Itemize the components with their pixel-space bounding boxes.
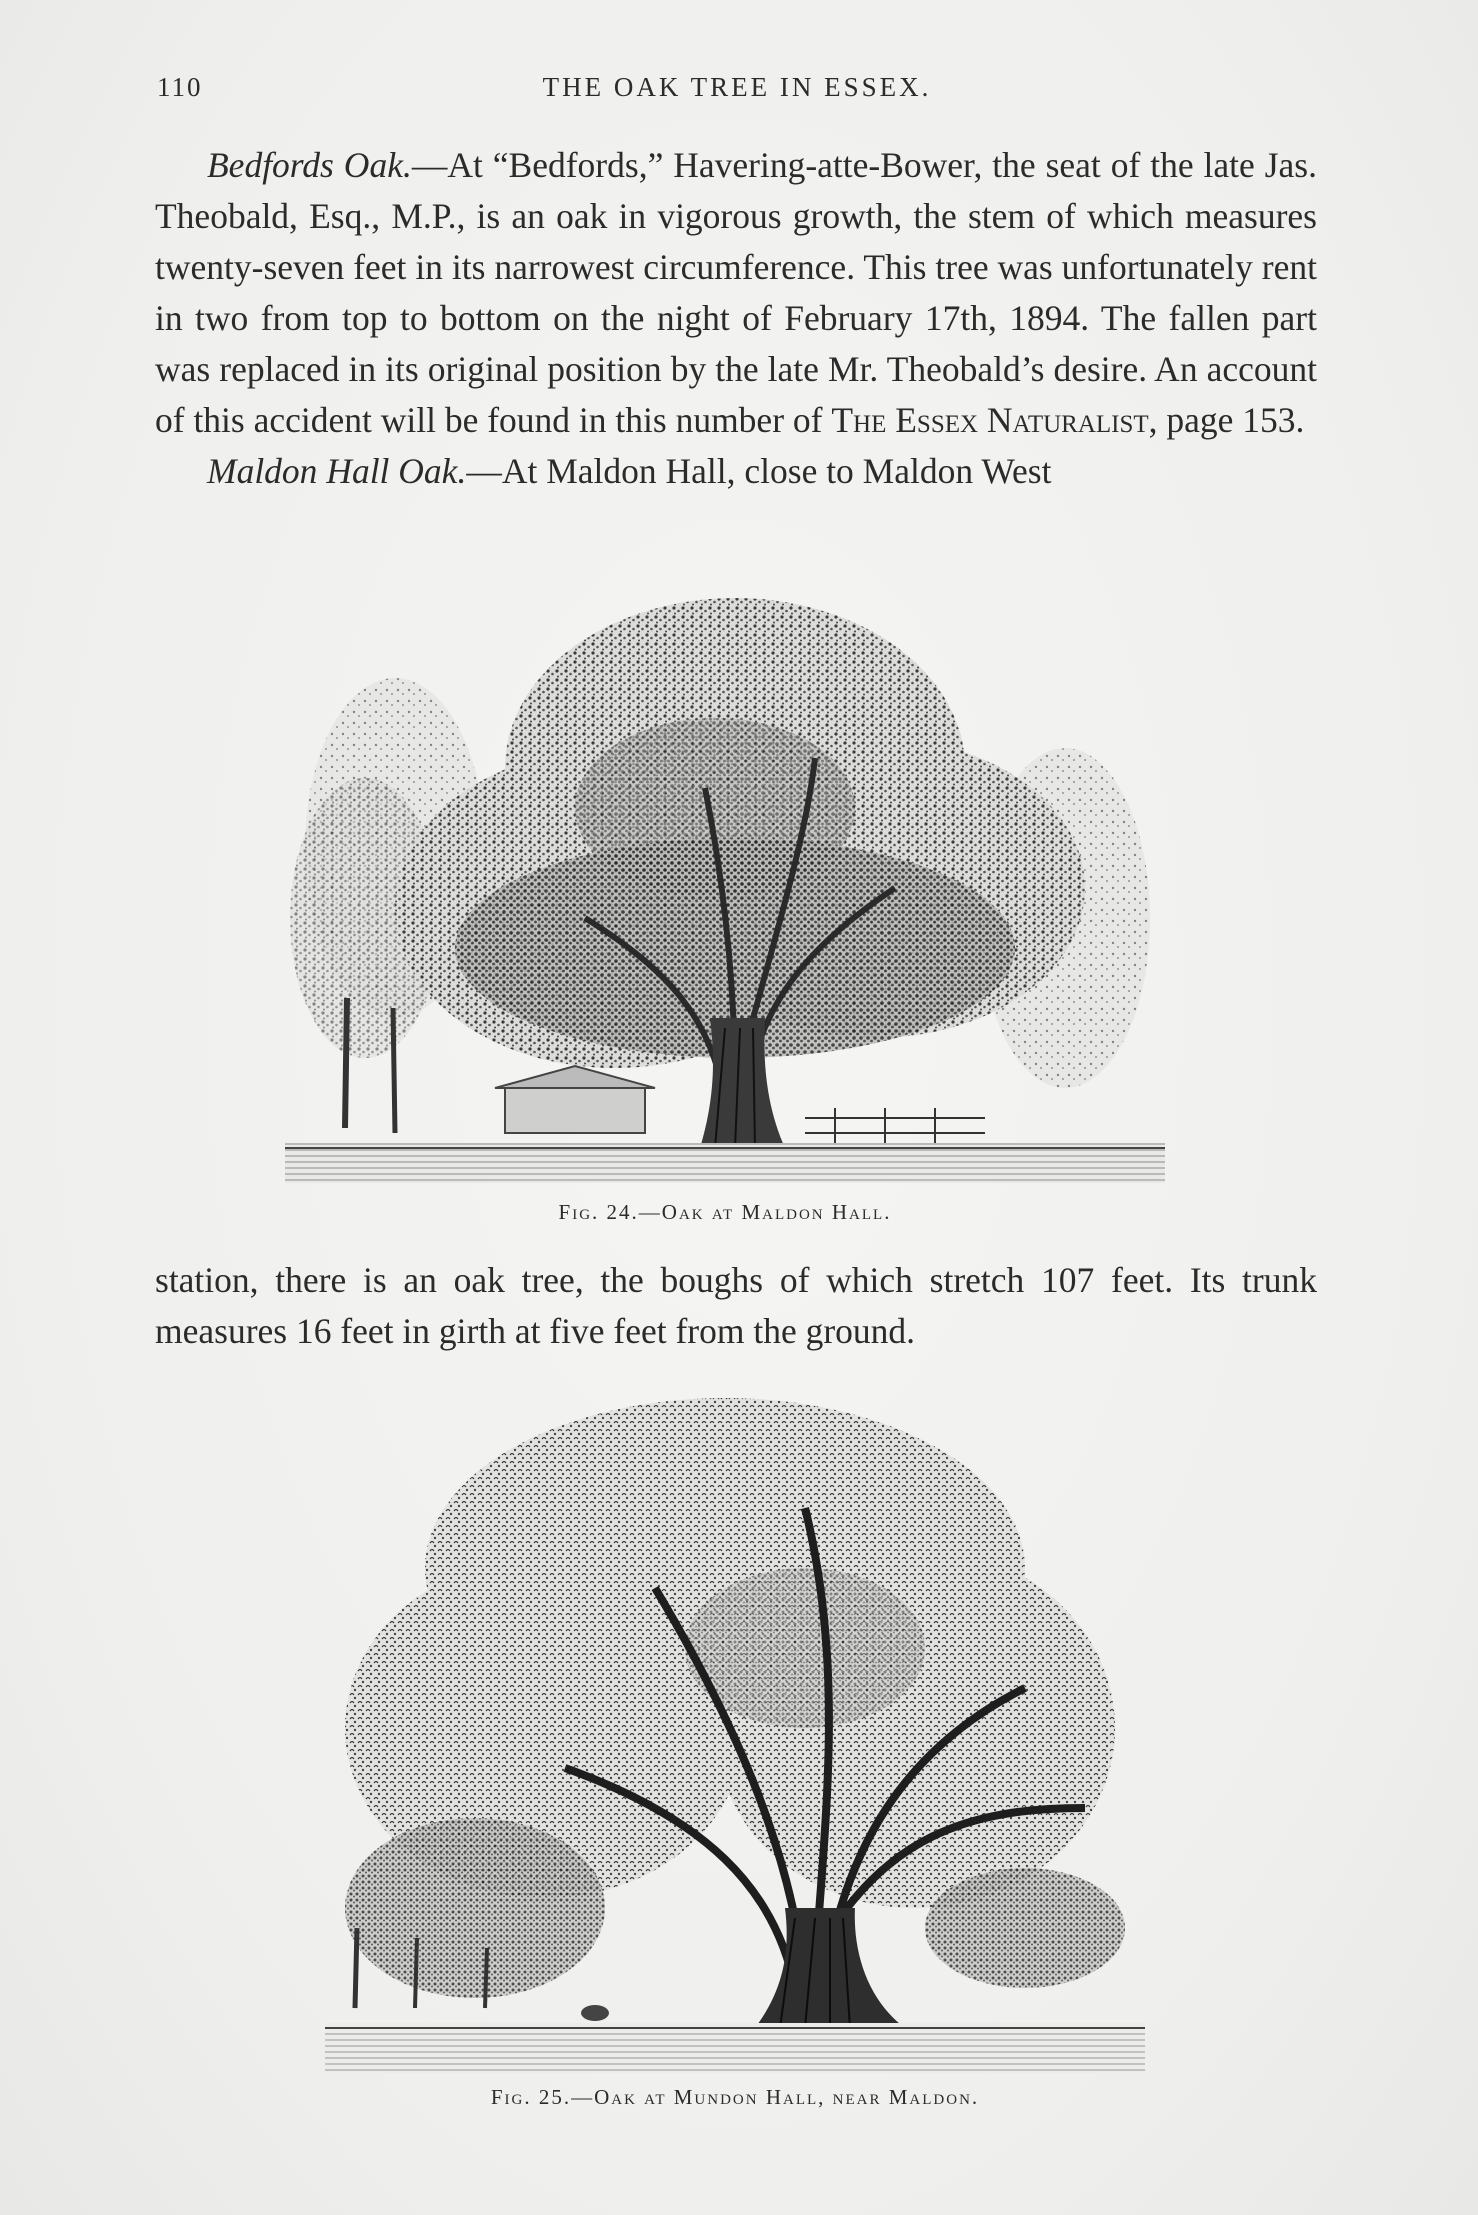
figure-oak-maldon-hall — [285, 588, 1165, 1224]
running-head: THE OAK TREE IN ESSEX. — [542, 72, 932, 102]
oak-mundon-hall-engraving — [325, 1388, 1145, 2078]
bedfords-oak-end: , page 153. — [1148, 400, 1305, 440]
paragraph-bedfords-oak — [155, 140, 1317, 497]
page-header — [157, 72, 1317, 112]
maldon-hall-oak-text: —At Maldon Hall, close to Maldon West — [466, 451, 1052, 491]
bedfords-oak-text: —At “Bedfords,” Havering-atte-Bower, the seat of the late Jas. Theobald, Esq., M.P., is an oak in vigorous growth, the stem of which measures twenty-seven feet in its narrowest circumference. This tree was unfortunately rent in two from top to bottom on the night of February 17th, 1894. The fallen part was replaced in its original position by the late Mr. Theobald’s desire. An account of this accident will be found in this number of — [155, 145, 1317, 440]
journal-name: The Essex Naturalist — [831, 400, 1149, 440]
figure-25-caption: Fig. 25.—Oak at Mundon Hall, near Maldon. — [490, 2085, 980, 2109]
bedfords-oak-title: Bedfords Oak. — [207, 145, 412, 185]
page-number: 110 — [157, 72, 203, 102]
maldon-hall-oak-title: Maldon Hall Oak. — [207, 451, 467, 491]
paragraph-maldon-continuation: station, there is an oak tree, the boughs of which stretch 107 feet. Its trunk measures 16 feet in girth at five feet from the ground. — [155, 1260, 1317, 1351]
figure-24-caption: Fig. 24.—Oak at Maldon Hall. — [558, 1200, 892, 1224]
figure-oak-mundon-hall — [325, 1388, 1145, 2109]
oak-maldon-hall-engraving — [285, 588, 1165, 1188]
